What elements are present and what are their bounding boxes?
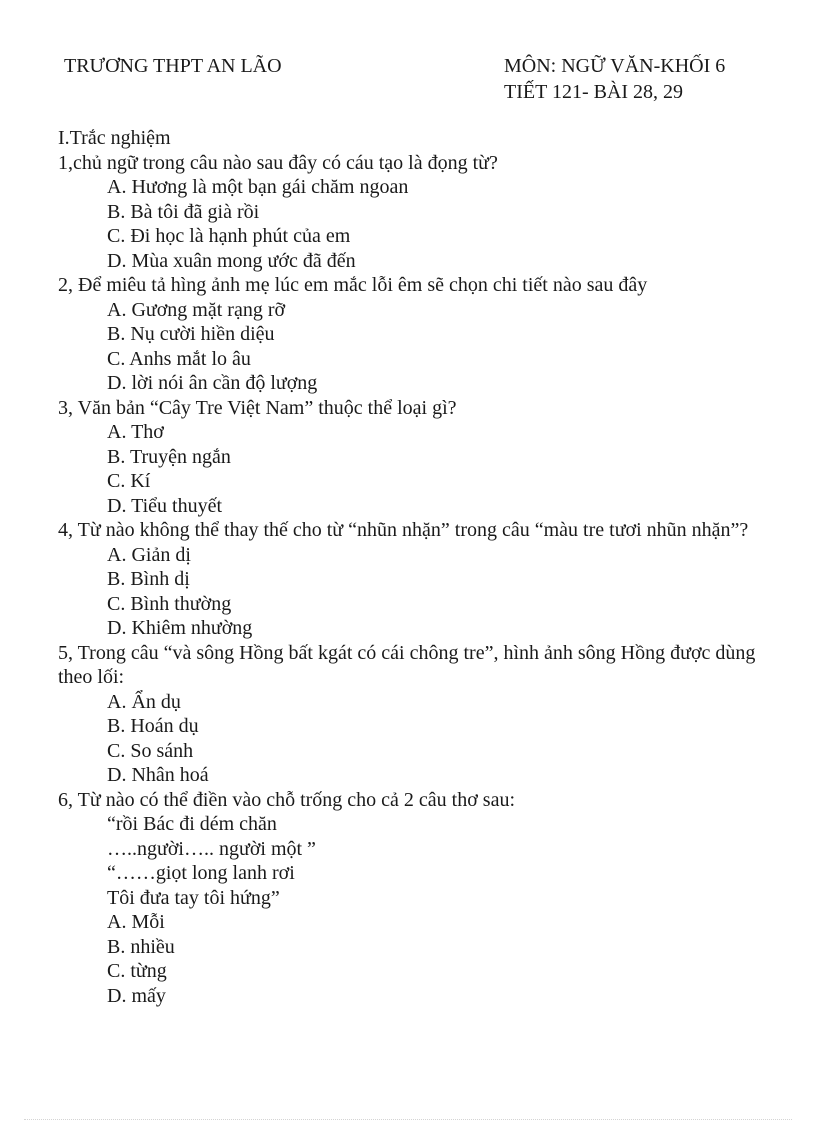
page-bottom-divider <box>24 1119 792 1120</box>
poem-line-1: “rồi Bác đi dém chăn <box>107 813 277 835</box>
question-text: 1,chủ ngữ trong câu nào sau đây có cáu tạo là đọng từ? <box>58 151 498 174</box>
question-2 <box>58 273 758 396</box>
option-d: D. Khiêm nhường <box>107 617 253 639</box>
question-text: 5, Trong câu “và sông Hồng bất kgát có cái chông tre”, hình ảnh sông Hồng được dùng theo lối: <box>58 641 756 688</box>
poem-line-3: “……giọt long lanh rơi <box>107 862 295 884</box>
question-5 <box>58 641 758 788</box>
option-a: A. Hương là một bạn gái chăm ngoan <box>107 176 409 198</box>
question-text: 3, Văn bản “Cây Tre Việt Nam” thuộc thể loại gì? <box>58 396 457 419</box>
question-text: 2, Để miêu tả hìng ảnh mẹ lúc em mắc lỗi êm sẽ chọn chi tiết nào sau đây <box>58 274 648 296</box>
option-c: C. Kí <box>107 470 151 492</box>
option-b: B. Hoán dụ <box>107 715 199 737</box>
option-d: D. Mùa xuân mong ước đã đến <box>107 249 356 272</box>
option-a: A. Mỗi <box>107 911 165 933</box>
question-6 <box>58 788 758 1009</box>
option-c: C. từng <box>107 960 167 982</box>
option-d: D. Tiểu thuyết <box>107 494 223 517</box>
option-b: B. Bình dị <box>107 568 190 590</box>
option-c: C. Anhs mắt lo âu <box>107 347 251 370</box>
subject-header <box>504 53 725 105</box>
poem-line-2: …..người….. người một ” <box>107 837 316 860</box>
question-4 <box>58 518 758 641</box>
question-1 <box>58 151 758 274</box>
option-d: D. Nhân hoá <box>107 764 209 786</box>
lesson-line: TIẾT 121- BÀI 28, 29 <box>504 81 684 103</box>
subject-line: MÔN: NGỮ VĂN-KHỐI 6 <box>504 55 726 77</box>
option-a: A. Giản dị <box>107 543 191 566</box>
quiz-content <box>58 126 758 1008</box>
option-c: C. So sánh <box>107 739 194 762</box>
option-c: C. Bình thường <box>107 592 232 615</box>
section-title: I.Trắc nghiệm <box>58 127 171 149</box>
option-c: C. Đi học là hạnh phút của em <box>107 225 351 247</box>
option-a: A. Ẩn dụ <box>107 690 181 713</box>
option-a: A. Thơ <box>107 421 164 443</box>
option-a: A. Gương mặt rạng rỡ <box>107 298 286 321</box>
question-text: 4, Từ nào không thể thay thế cho từ “nhũn nhặn” trong câu “màu tre tươi nhũn nhặn”? <box>58 519 749 541</box>
school-name: TRƯƠNG THPT AN LÃO <box>64 55 282 77</box>
option-b: B. nhiều <box>107 935 175 958</box>
option-b: B. Nụ cười hiền diệu <box>107 323 275 345</box>
question-text: 6, Từ nào có thể điền vào chỗ trống cho cả 2 câu thơ sau: <box>58 788 516 811</box>
option-b: B. Truyện ngắn <box>107 445 231 468</box>
option-d: D. lời nói ân cần độ lượng <box>107 372 318 394</box>
option-d: D. mấy <box>107 984 166 1007</box>
question-3 <box>58 396 758 519</box>
option-b: B. Bà tôi đã già rồi <box>107 200 260 223</box>
poem-line-4: Tôi đưa tay tôi hứng” <box>107 886 280 909</box>
